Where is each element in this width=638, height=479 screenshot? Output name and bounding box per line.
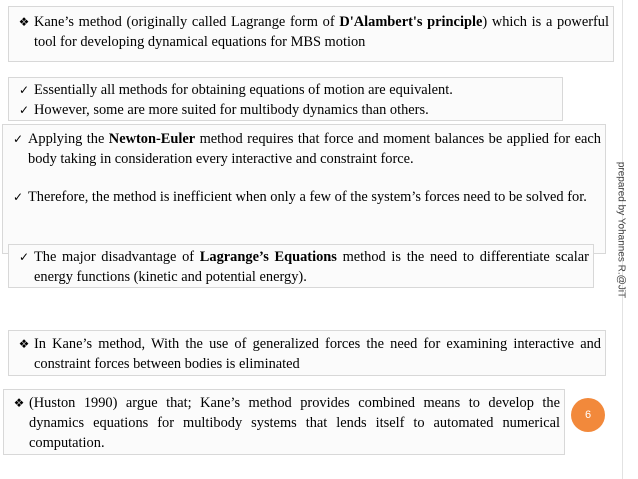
bullet-bold-term: D'Alambert's principle xyxy=(339,14,483,30)
check-mark-icon: ✓ xyxy=(12,132,24,146)
kane-method-box xyxy=(8,6,614,62)
newton-euler-box xyxy=(2,124,606,254)
bullet-huston xyxy=(8,393,560,453)
bullet-text: Essentially all methods for obtaining equations of motion are equivalent. xyxy=(34,82,453,98)
bullet-text-part: Applying the xyxy=(28,131,109,147)
bullet-lagrange-disadvantage xyxy=(13,247,589,287)
bullet-text: In Kane’s method, With the use of generalized forces the need for examining interactive and constraint forces between bodies is eliminated xyxy=(34,336,601,372)
bullet-bold-term: Newton-Euler xyxy=(108,131,196,147)
bullet-text: (Huston 1990) argue that; Kane’s method provides combined means to develop the dynamics equations for multibody systems that lends itself to automated numerical computation. xyxy=(29,395,560,451)
bullet-inefficient xyxy=(7,187,601,207)
huston-box xyxy=(3,389,565,455)
diamond-bullet-icon: ❖ xyxy=(18,15,30,29)
bullet-text-part: method requires that force and moment balances be applied for each body taking in consideration every interactive and constraint force. xyxy=(28,131,601,167)
bullet-text-part: method is the need to differentiate scalar energy functions (kinetic and potential energy). xyxy=(34,249,589,285)
bullet-text: However, some are more suited for multibody dynamics than others. xyxy=(34,102,429,118)
bullet-text-part: Kane’s method (originally called Lagrange form of xyxy=(34,14,340,30)
check-mark-icon: ✓ xyxy=(18,250,30,264)
bullet-generalized-forces xyxy=(13,334,601,374)
check-mark-icon: ✓ xyxy=(18,83,30,97)
bullet-equivalent-methods xyxy=(13,80,558,100)
bullet-text: Therefore, the method is inefficient when only a few of the system’s forces need to be solved for. xyxy=(28,189,587,205)
generalized-forces-box xyxy=(8,330,606,376)
check-mark-icon: ✓ xyxy=(12,190,24,204)
bullet-text-part: ) which is a powerful tool for developing dynamical equations for MBS motion xyxy=(34,14,609,50)
check-mark-icon: ✓ xyxy=(18,103,30,117)
equivalence-box xyxy=(8,77,563,121)
bullet-bold-term: Lagrange’s Equations xyxy=(199,249,337,265)
diamond-bullet-icon: ❖ xyxy=(18,337,30,351)
lagrange-box xyxy=(8,244,594,288)
page-number-badge xyxy=(571,398,605,432)
bullet-newton-euler xyxy=(7,129,601,169)
page-number: 6 xyxy=(584,409,592,421)
diamond-bullet-icon: ❖ xyxy=(13,396,25,410)
bullet-kane-definition xyxy=(13,12,609,52)
side-credit-text: prepared by Yohannes R.@JiT xyxy=(615,161,627,299)
bullet-suited-methods xyxy=(13,100,558,120)
side-credit xyxy=(614,155,628,305)
bullet-text-part: The major disadvantage of xyxy=(34,249,200,265)
